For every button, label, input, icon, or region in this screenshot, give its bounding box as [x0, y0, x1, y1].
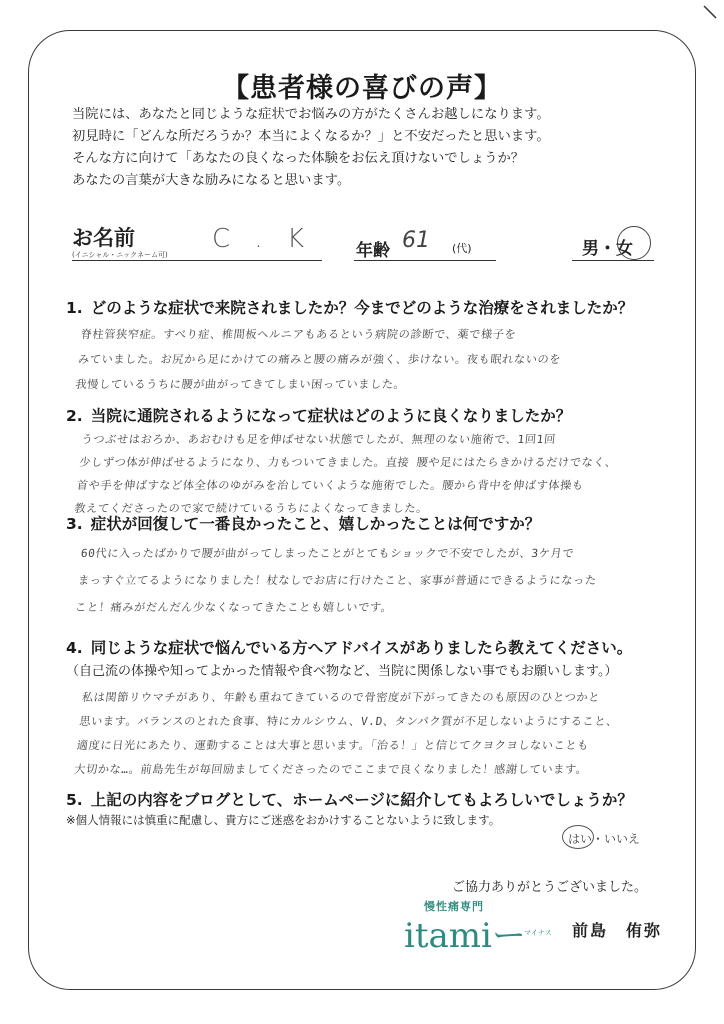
question-number: 3. — [66, 515, 83, 533]
thanks-text: ご協力ありがとうございました。 — [452, 880, 648, 895]
answer-1[interactable] — [74, 322, 682, 397]
answer-2[interactable] — [73, 428, 683, 520]
answer-4[interactable] — [73, 686, 683, 782]
question-number: 4. — [66, 639, 83, 657]
answer-line: 適度に日光にあたり、運動することは大事と思います。「治る！」と信じてクヨクヨしないことも — [76, 739, 590, 752]
intro-line: 初見時に「どんな所だろうか？本当によくなるか？」と不安だったと思います。 — [72, 129, 550, 144]
question-number: 1. — [66, 299, 83, 317]
age-unit: (代) — [452, 242, 472, 255]
gender-selected-circle — [617, 226, 651, 260]
intro-line: あなたの言葉が大きな励みになると思います。 — [72, 173, 351, 188]
question-number: 2. — [66, 407, 83, 425]
question-2 — [66, 404, 571, 426]
answer-line: 私は関節リウマチがあり、年齢も重ねてきているので骨密度が下がってきたのも原因のひとつかと — [81, 691, 601, 704]
answer-line: 大切かな…。前島先生が毎回励ましてくださったのでここまで良くなりました！感謝しています。 — [73, 763, 589, 776]
consent-options[interactable]: はい・いいえ — [568, 832, 641, 846]
gender-options[interactable]: 男・女 — [582, 239, 633, 259]
question-3 — [66, 512, 540, 534]
doctor-name: 前島 侑弥 — [572, 921, 663, 940]
question-text: 上記の内容をブログとして、ホームページに紹介してもよろしいでしょうか？ — [90, 791, 633, 809]
profile-row — [72, 222, 672, 272]
clinic-logo — [404, 898, 564, 956]
name-label: お名前 — [72, 226, 135, 250]
question-text: 当院に通院されるようになって症状はどのように良くなりましたか？ — [90, 407, 572, 425]
logo-sub: マイナス — [524, 929, 552, 937]
intro-text — [72, 104, 672, 192]
name-underline — [72, 260, 322, 261]
answer-line: 少しずつ体が伸ばせるようになり、力もついてきました。直接 腰や足にはたらきかけるだけでなく、 — [78, 456, 618, 469]
question-text: どのような症状で来院されましたか？今までどのような治療をされましたか？ — [90, 299, 634, 317]
question-5-note: ※個人情報には慎重に配慮し、貴方にご迷惑をおかけすることないように致します。 — [66, 813, 501, 827]
answer-line: みていました。お尻から足にかけての痛みと腰の痛みが強く、歩けない。夜も眠れないのを — [77, 353, 562, 366]
answer-line: 思います。バランスのとれた食事、特にカルシウム、V.D、タンパク質が不足しないようにすること、 — [78, 715, 619, 728]
answer-line: まっすぐ立てるようになりました！杖なしでお店に行けたこと、家事が普通にできるようになった — [77, 574, 598, 587]
question-5 — [66, 788, 633, 810]
question-number: 5. — [66, 791, 83, 809]
age-underline — [354, 260, 496, 261]
name-sublabel: (イニシャル・ニックネーム可) — [72, 251, 168, 259]
question-4-note: （自己流の体操や知ってよかった情報や食べ物など、当院に関係しない事でもお願いします。） — [66, 664, 618, 679]
logo-brand-text: itami — [404, 916, 492, 956]
answer-line: 我慢しているうちに腰が曲がってきてしまい困っていました。 — [74, 378, 407, 391]
intro-line: 当院には、あなたと同じような症状でお悩みの方がたくさんお越しになります。 — [72, 107, 550, 122]
answer-line: 60代に入ったばかりで腰が曲がってしまったことがとてもショックで不安でしたが、3ケ月で — [80, 547, 575, 560]
question-4 — [66, 636, 632, 658]
answer-line: うつぶせはおろか、あおむけも足を伸ばせない状態でしたが、無理のない施術で、1回1回 — [80, 433, 557, 446]
age-field[interactable]: 61 — [402, 228, 430, 253]
logo-dash: ー — [491, 916, 526, 956]
answer-line: こと！痛みがだんだん少なくなってきたことも嬉しいです。 — [74, 601, 394, 614]
question-text: 同じような症状で悩んでいる方へアドバイスがありましたら教えてください。 — [90, 639, 633, 657]
name-field[interactable]: C . K — [212, 224, 312, 254]
age-label: 年齢 — [356, 241, 390, 261]
answer-line: 首や手を伸ばすなど体全体のゆがみを治していくような施術でした。腰から背中を伸ばす体操も — [76, 479, 585, 492]
gender-underline — [572, 260, 654, 261]
logo-brand — [404, 908, 526, 957]
logo-tagline: 慢性痛専門 — [424, 900, 484, 913]
question-text: 症状が回復して一番良かったこと、嬉しかったことは何ですか？ — [90, 515, 541, 533]
answer-line: 脊柱管狭窄症。すべり症、椎間板ヘルニアもあるという病院の診断で、薬で様子を — [79, 328, 518, 341]
answer-line: 教えてくださったので家で続けているうちによくなってきました。 — [73, 502, 429, 515]
question-1 — [66, 296, 633, 318]
page-title: 【患者様の喜びの声】 — [222, 73, 502, 104]
answer-3[interactable] — [74, 540, 683, 621]
intro-line: そんな方に向けて「あなたの良くなった体験をお伝え頂けないでしょうか？ — [72, 151, 525, 166]
corner-mark-icon — [702, 4, 718, 20]
